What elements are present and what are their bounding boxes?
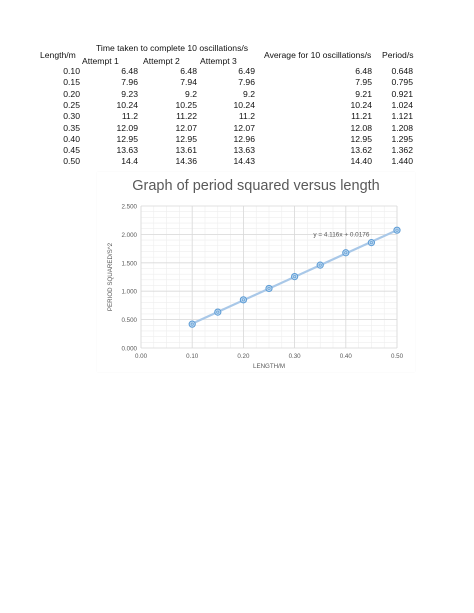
x-axis-label: LENGTH/M <box>253 363 285 370</box>
cell-attempt2: 12.95 <box>175 133 197 144</box>
cell-attempt3: 11.2 <box>238 111 255 122</box>
cell-attempt2: 9.2 <box>185 88 197 99</box>
cell-length: 0.10 <box>63 66 80 76</box>
data-point <box>266 285 272 291</box>
header-average: Average for 10 oscillations/s <box>264 50 372 60</box>
cell-attempt3: 14.43 <box>233 156 255 167</box>
header-attempt1: Attempt 1 <box>82 56 119 66</box>
cell-period: 0.648 <box>391 66 413 76</box>
header-attempt3: Attempt 3 <box>200 56 237 66</box>
cell-period: 1.208 <box>391 122 413 133</box>
cell-attempt1: 14.4 <box>121 156 138 167</box>
x-tick-label: 0.20 <box>237 353 250 360</box>
x-tick-label: 0.50 <box>390 353 404 360</box>
cell-attempt2: 12.07 <box>175 122 197 133</box>
cell-length: 0.35 <box>63 122 80 133</box>
cell-average: 7.95 <box>355 77 372 88</box>
cell-average: 12.08 <box>350 122 372 133</box>
chart-panel <box>97 172 415 372</box>
cell-length: 0.40 <box>63 133 80 144</box>
header-length: Length/m <box>40 50 76 60</box>
cell-length: 0.15 <box>63 77 80 88</box>
cell-attempt1: 7.96 <box>121 77 138 88</box>
cell-period: 0.921 <box>391 88 413 99</box>
chart-title: Graph of period squared versus length <box>132 178 380 194</box>
cell-average: 11.21 <box>351 111 372 122</box>
cell-period: 1.295 <box>391 133 413 144</box>
cell-attempt1: 13.63 <box>116 145 138 156</box>
cell-attempt3: 6.49 <box>238 66 255 76</box>
x-tick-label: 0.00 <box>134 353 148 360</box>
x-tick-label: 0.10 <box>186 353 199 360</box>
cell-average: 13.62 <box>350 145 372 156</box>
cell-average: 10.24 <box>350 99 372 110</box>
data-point <box>394 227 400 233</box>
header-attempt2: Attempt 2 <box>143 56 180 66</box>
x-tick-label: 0.40 <box>339 353 352 360</box>
cell-average: 12.95 <box>350 133 372 144</box>
cell-length: 0.20 <box>63 88 80 99</box>
x-tick-label: 0.30 <box>288 353 301 360</box>
y-tick-label: 2.000 <box>121 231 137 239</box>
y-tick-label: 0.500 <box>121 317 137 325</box>
y-axis-label: PERIOD SQUARED/S^2 <box>107 242 114 312</box>
cell-attempt3: 9.2 <box>243 88 255 99</box>
y-tick-label: 1.000 <box>121 288 137 296</box>
data-point <box>317 262 323 268</box>
data-point <box>343 250 349 256</box>
cell-period: 1.024 <box>391 99 413 110</box>
y-tick-label: 1.500 <box>121 260 137 268</box>
cell-attempt3: 12.07 <box>233 122 255 133</box>
cell-attempt2: 7.94 <box>180 77 197 88</box>
cell-period: 1.121 <box>391 111 413 122</box>
cell-length: 0.45 <box>63 145 80 156</box>
cell-attempt3: 7.96 <box>238 77 255 88</box>
chart-svg <box>97 172 415 372</box>
cell-length: 0.50 <box>63 156 80 167</box>
header-period: Period/s <box>382 50 414 60</box>
cell-attempt3: 10.24 <box>233 99 255 110</box>
cell-average: 6.48 <box>355 66 372 76</box>
cell-attempt2: 10.25 <box>175 99 197 110</box>
cell-attempt3: 12.96 <box>233 133 255 144</box>
cell-average: 14.40 <box>350 156 372 167</box>
cell-attempt1: 11.2 <box>121 111 138 122</box>
cell-attempt2: 14.36 <box>175 156 197 167</box>
data-point <box>189 321 195 327</box>
cell-length: 0.25 <box>63 99 80 110</box>
data-point <box>240 297 246 303</box>
trendline-equation: y = 4.116x + 0.0176 <box>313 231 370 239</box>
header-time-group: Time taken to complete 10 oscillations/s <box>96 43 249 53</box>
cell-attempt2: 11.22 <box>176 111 197 122</box>
cell-attempt2: 6.48 <box>180 66 197 76</box>
y-tick-label: 2.500 <box>121 203 137 211</box>
cell-attempt3: 13.63 <box>233 145 255 156</box>
cell-attempt2: 13.61 <box>175 145 197 156</box>
cell-period: 1.440 <box>391 156 413 167</box>
data-point <box>368 240 374 246</box>
cell-attempt1: 12.09 <box>116 122 138 133</box>
cell-attempt1: 6.48 <box>121 66 138 76</box>
y-tick-label: 0.000 <box>121 345 137 353</box>
cell-period: 1.362 <box>391 145 413 156</box>
cell-attempt1: 12.95 <box>116 133 138 144</box>
cell-average: 9.21 <box>355 88 372 99</box>
data-point <box>215 309 221 315</box>
data-point <box>292 274 298 280</box>
cell-attempt1: 9.23 <box>121 88 138 99</box>
cell-attempt1: 10.24 <box>116 99 138 110</box>
cell-length: 0.30 <box>63 111 80 122</box>
cell-period: 0.795 <box>391 77 413 88</box>
